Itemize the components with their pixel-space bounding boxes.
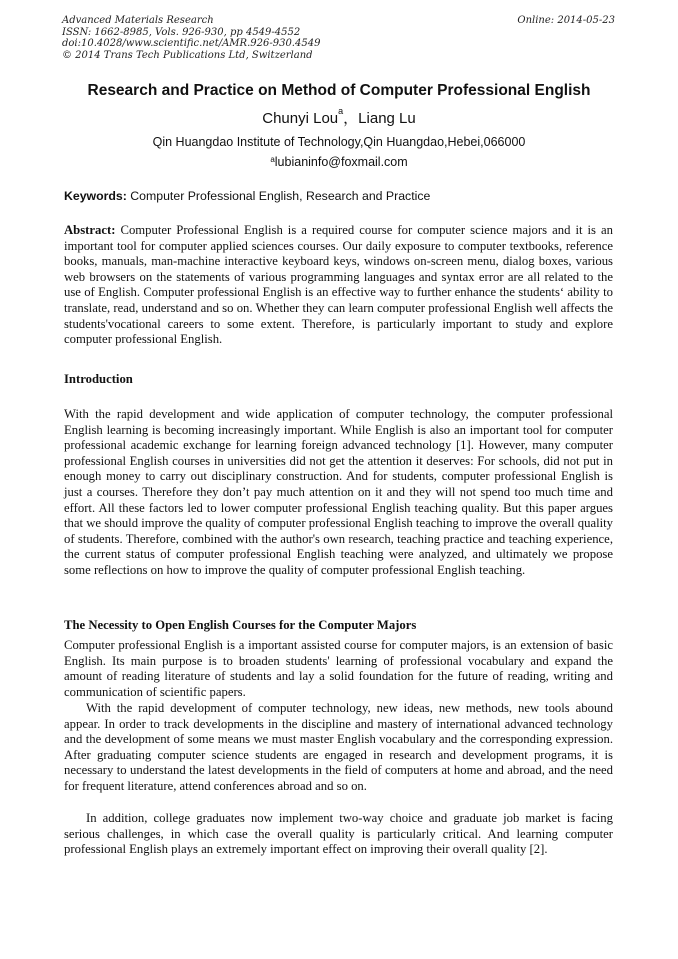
author-line <box>0 107 678 128</box>
section-heading-necessity: The Necessity to Open English Courses for the Computer Majors <box>64 618 417 632</box>
necessity-paragraph-2: With the rapid development of computer technology, new ideas, new methods, new tools abound appear. In order to track developments in the discipline and mastery of international advanced technology and the development of some means we must master English vocabulary and the corresponding expression. After graduating computer science students are engaged in research and development programs, it is necessary to understand the latest developments in the field of computers at home and abroad, and the need for frequent literature, attend conferences abroad and so on. <box>64 701 613 793</box>
copyright-line: © 2014 Trans Tech Publications Ltd, Switzerland <box>62 49 313 61</box>
affiliation: Qin Huangdao Institute of Technology,Qin Huangdao,Hebei,066000 <box>152 135 526 149</box>
introduction-paragraph: With the rapid development and wide application of computer technology, the computer professional English learning is becoming increasingly important. While English is also an important tool for computer professional academic exchange for learning foreign advanced technology [1]. However, many computer professional English courses in universities did not get the attention it deserves: For schools, did not put in enough money to carry out disciplinary construction. And for students, computer professional English is just a courses. Therefore they don’t pay much attention on it and they will not spend too much time and effort. All these factors led to lower computer professional English teaching quality. But this paper argues that we should improve the quality of computer professional English teaching to improve the overall quality of students. Therefore, combined with the author's own research, teaching practice and teaching experience, the current status of computer professional English teaching were analyzed, and ultimately we propose some reflections on how to improve the quality of computer professional English teaching. <box>64 407 613 577</box>
doi-line: doi:10.4028/www.scientific.net/AMR.926-930.4549 <box>62 38 321 49</box>
issn-line: ISSN: 1662-8985, Vols. 926-930, pp 4549-4552 <box>62 26 301 38</box>
keywords <box>64 189 616 203</box>
section-heading-introduction: Introduction <box>64 372 133 386</box>
paper-title: Research and Practice on Method of Computer Professional English <box>87 82 591 99</box>
email-address: lubianinfo@foxmail.com <box>274 155 408 169</box>
author-name: Liang Lu <box>358 110 416 127</box>
abstract-label: Abstract: <box>64 223 116 237</box>
necessity-paragraph-1: Computer professional English is a important assisted course for computer majors, is an extension of basic English. Its main purpose is to broaden students' learning of professional vocabulary and expand the amount of reading literature of students and lay a solid foundation for the future of reading, writing and communication of scientific papers. <box>64 638 613 699</box>
author-superscript: a <box>338 106 344 116</box>
necessity-paragraph-3: In addition, college graduates now implement two-way choice and graduate job market is facing serious challenges, in which case the overall quality is particularly critical. And learning computer professional English plays an extremely important effect on improving their overall quality [2]. <box>64 811 613 857</box>
author-name: Chunyi Lou <box>262 110 339 127</box>
keywords-label: Keywords: <box>64 189 127 203</box>
author-email <box>0 155 678 169</box>
journal-name: Advanced Materials Research <box>62 15 214 26</box>
journal-header <box>62 15 615 61</box>
email-superscript: a <box>270 155 275 164</box>
keywords-text: Computer Professional English, Research and Practice <box>126 189 431 203</box>
online-date: Online: 2014-05-23 <box>517 15 615 26</box>
abstract <box>64 223 613 348</box>
abstract-text: Computer Professional English is a required course for computer science majors and it is an important tool for computer applied sciences courses. Our daily exposure to computer textbooks, reference books, manuals, man-machine interactive keyboard keys, windows on-screen menu, dialog boxes, various web browsers on the statements of various programming languages and syntax error are all related to the use of English. Computer professional English is an effective way to further enhance the students‘ ability to translate, read, understand and so on. Whether they can learn computer professional English well affects the students'vocational careers to some extent. Therefore, is particularly important to study and explore computer professional English. <box>64 223 613 347</box>
author-separator: ， <box>343 110 359 127</box>
